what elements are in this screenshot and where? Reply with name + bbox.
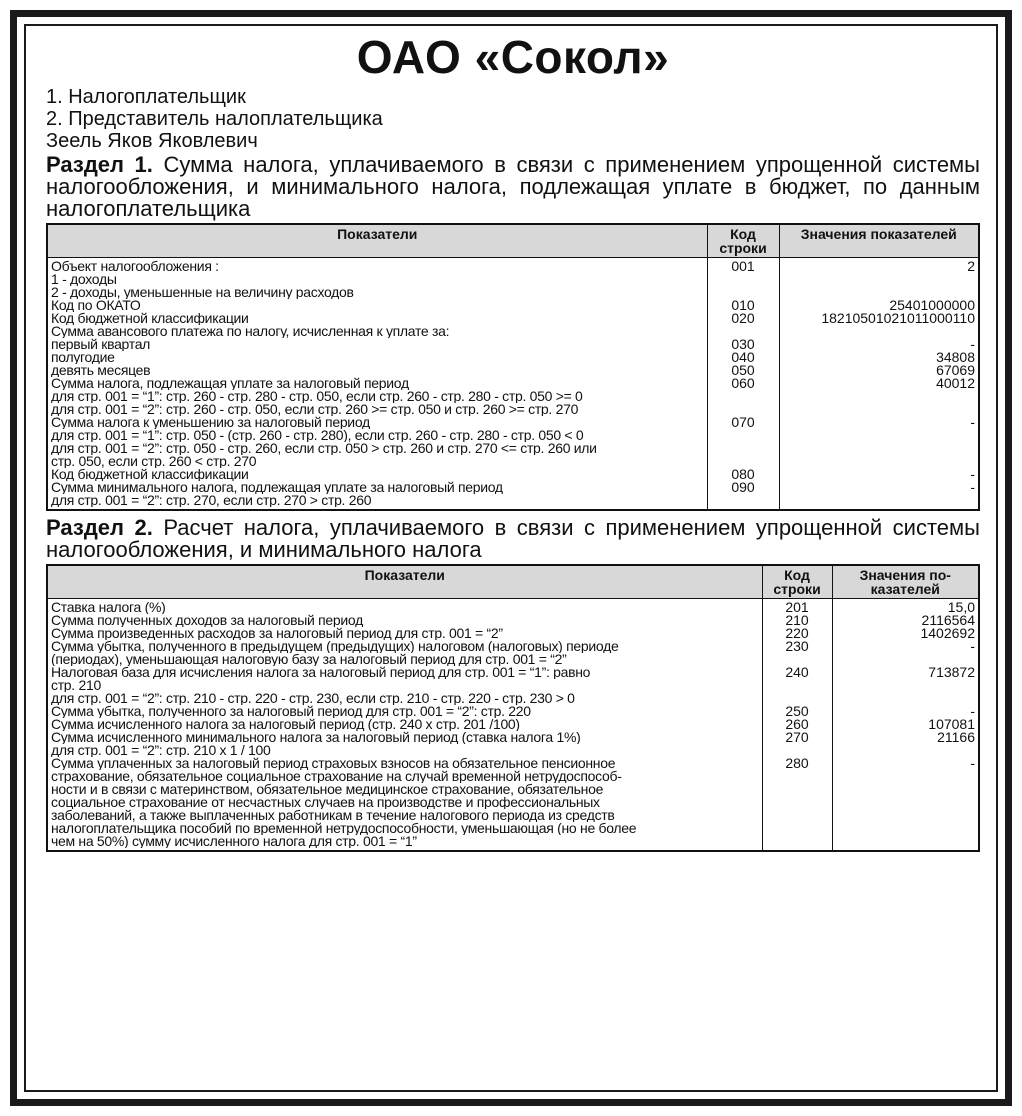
row-value bbox=[836, 653, 976, 666]
row-value bbox=[836, 744, 976, 757]
row-value bbox=[836, 770, 976, 783]
indicator-line: Налоговая база для исчисления налога за налоговый период для стр. 001 = “1”: равно bbox=[51, 666, 591, 679]
row-code bbox=[766, 809, 829, 822]
indicator-line: Сумма исчисленного налога за налоговый период (стр. 240 х стр. 201 /100) bbox=[51, 718, 520, 731]
row-code bbox=[711, 403, 776, 416]
row-code bbox=[766, 744, 829, 757]
table-row bbox=[47, 258, 979, 511]
indicator-line: девять месяцев bbox=[51, 364, 151, 377]
row-code: 001 bbox=[731, 260, 755, 273]
row-code bbox=[766, 770, 829, 783]
code-cell bbox=[762, 599, 832, 852]
row-value bbox=[783, 429, 976, 442]
indicator-line: Сумма налога к уменьшению за налоговый период bbox=[51, 416, 370, 429]
section2-body bbox=[47, 599, 979, 852]
indicator-line: Сумма исчисленного минимального налога за налоговый период (ставка налога 1%) bbox=[51, 731, 581, 744]
indicator-line: Код бюджетной классификации bbox=[51, 312, 249, 325]
value-cell bbox=[779, 258, 979, 511]
indicator-line: заболеваний, а также выплаченных работникам в течение налогового периода из средств bbox=[51, 809, 615, 822]
row-code: 050 bbox=[731, 364, 755, 377]
indicator-line: для стр. 001 = “2”: стр. 050 - стр. 260, если стр. 050 > стр. 260 и стр. 270 <= стр. 260 или bbox=[51, 442, 597, 455]
person-name: Зеель Яков Яковлевич bbox=[46, 130, 258, 152]
row-code: 030 bbox=[731, 338, 755, 351]
row-code: 250 bbox=[785, 705, 809, 718]
row-value: 18210501021011000110 bbox=[821, 312, 975, 325]
indicator-line: Сумма произведенных расходов за налоговый период для стр. 001 = “2” bbox=[51, 627, 503, 640]
indicator-line: Сумма налога, подлежащая уплате за налоговый период bbox=[51, 377, 409, 390]
row-value: 2116564 bbox=[921, 614, 975, 627]
indicator-line: Код по ОКАТО bbox=[51, 299, 141, 312]
row-value bbox=[836, 692, 976, 705]
row-code bbox=[711, 455, 776, 468]
row-code bbox=[766, 822, 829, 835]
section2-text: Расчет налога, уплачиваемого в связи с применением упрощенной системы налогообложения, и минимального налога bbox=[46, 515, 980, 562]
row-code bbox=[766, 783, 829, 796]
row-code: 010 bbox=[731, 299, 755, 312]
section2-header-values: Значения по- казателей bbox=[832, 565, 979, 599]
row-code: 201 bbox=[785, 601, 809, 614]
indicator-line: для стр. 001 = “2”: стр. 270, если стр. 270 > стр. 260 bbox=[51, 494, 372, 507]
indicator-line: 1 - доходы bbox=[51, 273, 117, 286]
row-value bbox=[783, 403, 976, 416]
row-value: - bbox=[970, 481, 975, 494]
row-value: - bbox=[970, 705, 975, 718]
row-code bbox=[711, 494, 776, 507]
row-code: 060 bbox=[731, 377, 755, 390]
row-value bbox=[836, 835, 976, 848]
row-value bbox=[836, 796, 976, 809]
row-value bbox=[783, 325, 976, 338]
indicator-cell bbox=[47, 258, 707, 511]
representative-line: 2. Представитель налоплательщика bbox=[46, 108, 383, 130]
row-code bbox=[766, 679, 829, 692]
indicator-line: Сумма минимального налога, подлежащая уплате за налоговый период bbox=[51, 481, 503, 494]
indicator-line: для стр. 001 = “2”: стр. 210 х 1 / 100 bbox=[51, 744, 271, 757]
indicator-line: Сумма полученных доходов за налоговый период bbox=[51, 614, 363, 627]
section2-label: Раздел 2. bbox=[46, 515, 153, 540]
row-code bbox=[766, 835, 829, 848]
indicator-cell bbox=[47, 599, 762, 852]
row-code: 090 bbox=[731, 481, 755, 494]
row-code: 070 bbox=[731, 416, 755, 429]
section1-header-values: Значения показателей bbox=[779, 224, 979, 258]
document-content bbox=[46, 30, 980, 852]
row-code bbox=[711, 286, 776, 299]
row-value bbox=[783, 494, 976, 507]
table-row bbox=[47, 599, 979, 852]
row-value: 713872 bbox=[928, 666, 975, 679]
indicator-line: стр. 050, если стр. 260 < стр. 270 bbox=[51, 455, 257, 468]
indicator-line: первый квартал bbox=[51, 338, 151, 351]
row-value: 34808 bbox=[936, 351, 975, 364]
row-code bbox=[766, 796, 829, 809]
indicator-line: 2 - доходы, уменьшенные на величину расходов bbox=[51, 286, 354, 299]
section1-label: Раздел 1. bbox=[46, 152, 153, 177]
row-value bbox=[783, 286, 976, 299]
row-code: 280 bbox=[785, 757, 809, 770]
section2-header-code: Код строки bbox=[762, 565, 832, 599]
row-value bbox=[783, 442, 976, 455]
row-value: 25401000000 bbox=[889, 299, 975, 312]
row-code bbox=[711, 390, 776, 403]
row-value: - bbox=[970, 757, 975, 770]
row-code: 020 bbox=[731, 312, 755, 325]
indicator-line: полугодие bbox=[51, 351, 115, 364]
row-value: 2 bbox=[967, 260, 975, 273]
section1-header-code: Код строки bbox=[707, 224, 779, 258]
section1-table bbox=[46, 223, 980, 511]
indicator-line: Сумма убытка, полученного в предыдущем (предыдущих) налоговом (налоговых) периоде bbox=[51, 640, 619, 653]
taxpayer-line: 1. Налогоплательщик bbox=[46, 86, 246, 108]
row-code: 210 bbox=[785, 614, 809, 627]
row-code bbox=[766, 653, 829, 666]
row-code: 040 bbox=[731, 351, 755, 364]
row-value bbox=[836, 822, 976, 835]
row-value bbox=[783, 390, 976, 403]
row-value: - bbox=[970, 468, 975, 481]
row-code bbox=[711, 429, 776, 442]
section2-header-indicators: Показатели bbox=[47, 565, 762, 599]
row-value: - bbox=[970, 640, 975, 653]
indicator-line: Объект налогообложения : bbox=[51, 260, 219, 273]
indicator-line: стр. 210 bbox=[51, 679, 101, 692]
row-code: 220 bbox=[785, 627, 809, 640]
row-code bbox=[711, 325, 776, 338]
indicator-line: социальное страхование от несчастных случаев на производстве и профессиональных bbox=[51, 796, 600, 809]
indicator-line: для стр. 001 = “1”: стр. 050 - (стр. 260 - стр. 280), если стр. 260 - стр. 280 - стр. 050 < 0 bbox=[51, 429, 584, 442]
row-value bbox=[836, 783, 976, 796]
indicator-line: Сумма убытка, полученного за налоговый период для стр. 001 = “2”: стр. 220 bbox=[51, 705, 531, 718]
value-cell bbox=[832, 599, 979, 852]
row-code: 240 bbox=[785, 666, 809, 679]
indicator-line: чем на 50%) сумму исчисленного налога для стр. 001 = “1” bbox=[51, 835, 417, 848]
row-value bbox=[783, 455, 976, 468]
row-code bbox=[711, 442, 776, 455]
indicator-line: Сумма уплаченных за налоговый период страховых взносов на обязательное пенсионное bbox=[51, 757, 616, 770]
section1-heading bbox=[46, 154, 980, 220]
indicator-line: для стр. 001 = “2”: стр. 210 - стр. 220 - стр. 230, если стр. 210 - стр. 220 - стр. 230 > 0 bbox=[51, 692, 575, 705]
row-value: - bbox=[970, 416, 975, 429]
row-value: 15,0 bbox=[947, 601, 975, 614]
indicator-line: для стр. 001 = “1”: стр. 260 - стр. 280 - стр. 050, если стр. 260 - стр. 280 - стр. 050 >= 0 bbox=[51, 390, 583, 403]
indicator-line: страхование, обязательное социальное страхование на случай временной нетрудоспособ- bbox=[51, 770, 622, 783]
indicator-line: налогоплательщика пособий по временной нетрудоспособности, уменьшающая (но не более bbox=[51, 822, 637, 835]
section2-heading bbox=[46, 517, 980, 561]
row-code bbox=[711, 273, 776, 286]
section1-header-indicators: Показатели bbox=[47, 224, 707, 258]
code-cell bbox=[707, 258, 779, 511]
indicator-line: для стр. 001 = “2”: стр. 260 - стр. 050, если стр. 260 >= стр. 050 и стр. 260 >= стр. 270 bbox=[51, 403, 579, 416]
row-value: - bbox=[970, 338, 975, 351]
section1-text: Сумма налога, уплачиваемого в связи с применением упрощенной системы налогообложения, и минимального налога, подлежащая уплате в бюджет, по данным налогоплательщика bbox=[46, 152, 980, 221]
row-code: 260 bbox=[785, 718, 809, 731]
row-value: 40012 bbox=[936, 377, 975, 390]
row-value: 107081 bbox=[928, 718, 975, 731]
indicator-line: Сумма авансового платежа по налогу, исчисленная к уплате за: bbox=[51, 325, 450, 338]
row-value: 67069 bbox=[936, 364, 975, 377]
row-value bbox=[836, 679, 976, 692]
row-code: 080 bbox=[731, 468, 755, 481]
row-value bbox=[836, 809, 976, 822]
row-value: 21166 bbox=[937, 731, 975, 744]
indicator-line: ности и в связи с материнством, обязательное медицинское страхование, обязательное bbox=[51, 783, 604, 796]
indicator-line: (периодах), уменьшающая налоговую базу за налоговый период для стр. 001 = “2” bbox=[51, 653, 567, 666]
indicator-line: Ставка налога (%) bbox=[51, 601, 166, 614]
page-title: ОАО «Сокол» bbox=[356, 31, 670, 83]
row-value bbox=[783, 273, 976, 286]
row-code bbox=[766, 692, 829, 705]
section1-body bbox=[47, 258, 979, 511]
row-value: 1402692 bbox=[920, 627, 975, 640]
section2-table bbox=[46, 564, 980, 852]
row-code: 270 bbox=[785, 731, 809, 744]
row-code: 230 bbox=[785, 640, 809, 653]
indicator-line: Код бюджетной классификации bbox=[51, 468, 249, 481]
